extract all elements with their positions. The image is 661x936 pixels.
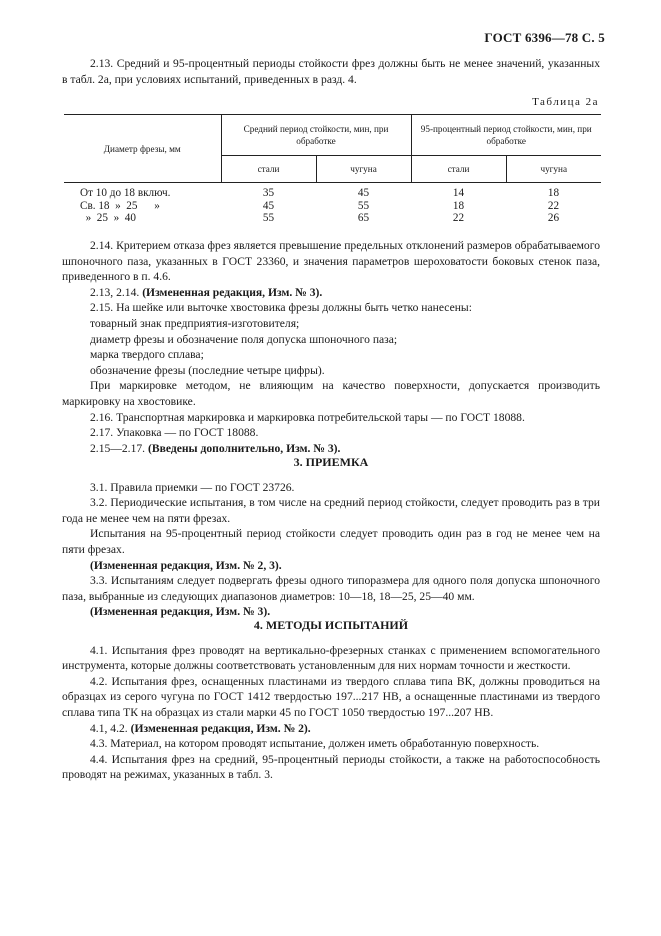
paragraph-3-1: 3.1. Правила приемки — по ГОСТ 23726.: [90, 480, 295, 494]
table-caption: Таблица 2а: [532, 96, 599, 108]
revision-note-2-15-2-17: [62, 441, 600, 457]
cell-value: 35: [262, 187, 275, 199]
paragraph-4-3: 4.3. Материал, на котором проводят испытание, должен иметь обработанную поверхность.: [90, 737, 540, 751]
col-header-diameter: Диаметр фрезы, мм: [64, 115, 221, 183]
section-3: [62, 455, 600, 620]
cell-value: 18: [452, 199, 465, 212]
page-header: ГОСТ 6396—78 С. 5: [484, 30, 605, 45]
cell-value: 26: [547, 212, 560, 225]
col-header-steel: стали: [221, 156, 316, 183]
paragraph-2-14: 2.14. Критерием отказа фрез является превышение предельных отклонений размеров обрабатываемого шпоночного паза, указанных в ГОСТ 23360, и значения параметров шероховатости боковых стенок паза, приведенного в п. 4.6.: [62, 239, 600, 284]
section-4: [62, 618, 600, 783]
revision-note-2-13-2-14: [62, 285, 600, 301]
table-2a: [64, 114, 601, 225]
section-3-heading: 3. ПРИЕМКА: [293, 455, 369, 469]
cell-diameter: Св. 18 » 25 »: [80, 199, 160, 212]
note-ref: 4.1, 4.2.: [90, 721, 128, 735]
section-4-heading: 4. МЕТОДЫ ИСПЫТАНИЙ: [253, 618, 409, 632]
cell-diameter: От 10 до 18 включ.: [80, 187, 171, 199]
col-group-95-life: 95-процентный период стойкости, мин, при обработке: [411, 115, 601, 156]
note-text: (Измененная редакция, Изм. № 2).: [130, 721, 311, 735]
cell-value: 18: [547, 187, 560, 199]
paragraph-3-3: 3.3. Испытаниям следует подвергать фрезы одного типоразмера для одного поля допуска шпоночного паза, выбранные из следующих диапазонов диаметров: 10—18, 18—25, 25—40 мм.: [62, 574, 600, 603]
paragraph-3-2: 3.2. Периодические испытания, в том числе на средний период стойкости, следует проводить раз в три года не менее чем на пяти фрезах.: [62, 496, 600, 525]
clause-2-13: [62, 56, 600, 87]
cell-value: 22: [547, 199, 560, 212]
note-text: (Измененная редакция, Изм. № 3).: [142, 285, 323, 299]
paragraph-2-17: 2.17. Упаковка — по ГОСТ 18088.: [90, 426, 259, 440]
cell-value: 45: [357, 187, 370, 199]
table-row: [64, 200, 601, 213]
list-item: товарный знак предприятия-изготовителя;: [90, 316, 300, 330]
note-text: (Введены дополнительно, Изм. № 3).: [147, 441, 341, 455]
table-row: [64, 212, 601, 225]
cell-value: 55: [357, 199, 370, 212]
section-2-continued: [62, 238, 600, 456]
table-row: [64, 183, 601, 200]
cell-value: 55: [262, 212, 275, 225]
paragraph-marking: При маркировке методом, не влияющим на качество поверхности, допускается производить маркировку на хвостовике.: [62, 379, 600, 408]
paragraph-2-13: 2.13. Средний и 95-процентный периоды стойкости фрез должны быть не менее значений, указанных в табл. 2а, при условиях испытаний, приведенных в разд. 4.: [62, 57, 600, 86]
paragraph-4-4: 4.4. Испытания фрез на средний, 95-процентный периоды стойкости, а также на работоспособность проводят на режимах, указанных в табл. 3.: [62, 752, 600, 782]
cell-value: 14: [452, 187, 465, 199]
note-ref: 2.13, 2.14.: [90, 285, 140, 299]
note-ref: 2.15—2.17.: [90, 441, 146, 455]
col-header-iron: чугуна: [316, 156, 411, 183]
revision-note-3-2: (Измененная редакция, Изм. № 2, 3).: [90, 558, 282, 572]
paragraph-2-16: 2.16. Транспортная маркировка и маркировка потребительской тары — по ГОСТ 18088.: [90, 410, 525, 424]
col-group-mean-life: Средний период стойкости, мин, при обработке: [221, 115, 411, 156]
list-item: диаметр фрезы и обозначение поля допуска шпоночного паза;: [90, 332, 398, 346]
cell-value: 45: [262, 199, 275, 212]
list-item: обозначение фрезы (последние четыре цифры).: [90, 363, 325, 377]
paragraph-4-2: 4.2. Испытания фрез, оснащенных пластинами из твердого сплава типа ВК, должны проводиться на образцах из серого чугуна по ГОСТ 1412 твердостью 197...217 НВ, а оснащенные пластинами из твердого сплава типа ТК на образцах из стали марки 45 по ГОСТ 1050 твердостью 197...207 НВ.: [62, 674, 600, 719]
list-item: марка твердого сплава;: [90, 348, 204, 362]
paragraph-2-15: 2.15. На шейке или выточке хвостовика фрезы должны быть четко нанесены:: [90, 301, 472, 315]
cell-diameter: » 25 » 40: [80, 212, 136, 225]
cell-value: 22: [452, 212, 465, 225]
col-header-iron: чугуна: [506, 156, 601, 183]
revision-note-4-1-4-2: [62, 721, 600, 737]
paragraph-3-2b: Испытания на 95-процентный период стойкости следует проводить один раз в год не менее чем на пяти фрезах.: [62, 527, 600, 556]
cell-value: 65: [357, 212, 370, 225]
revision-note-3-3: (Измененная редакция, Изм. № 3).: [90, 605, 271, 619]
col-header-steel: стали: [411, 156, 506, 183]
paragraph-4-1: 4.1. Испытания фрез проводят на вертикально-фрезерных станках с применением вспомогательного инструмента, которые должны соответствовать установленным для них нормам точности и жесткости.: [62, 643, 600, 673]
